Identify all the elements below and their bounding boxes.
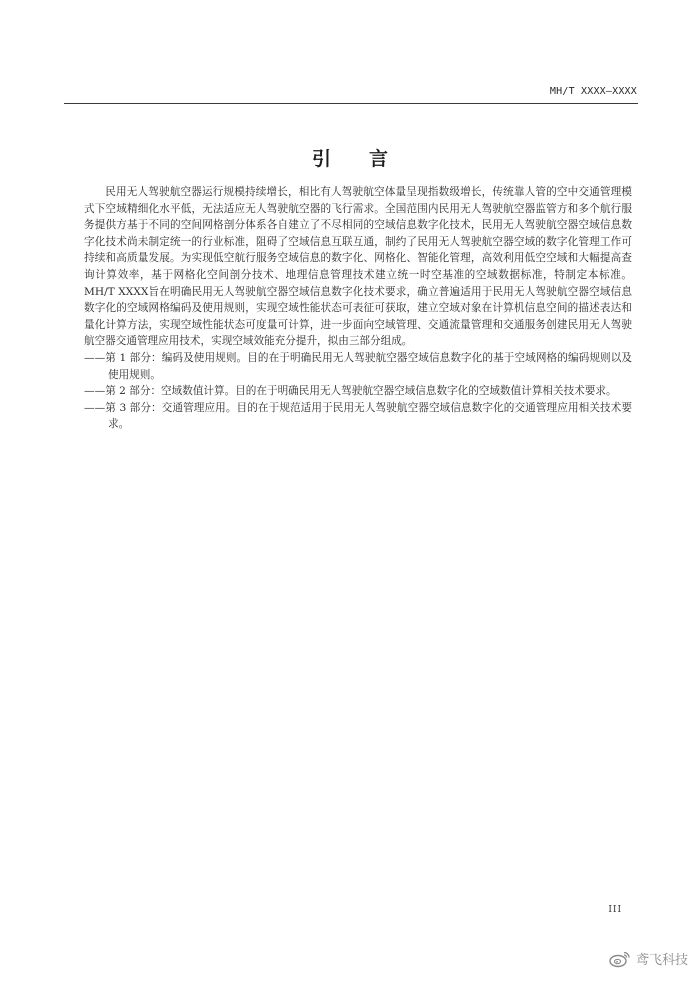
header-divider [64,103,638,104]
part-item-1: ——第 1 部分：编码及使用规则。目的在于明确民用无人驾驶航空器空域信息数字化的基于空域网格的编码规则以及使用规则。 [84,351,632,381]
part-item-2: ——第 2 部分：空域数值计算。目的在于明确民用无人驾驶航空器空域信息数字化的空域数值计算相关技术要求。 [84,385,617,398]
page-number: III [608,905,622,915]
standard-code: MH/T XXXX—XXXX [549,86,637,97]
page-title: 引言 [311,148,426,170]
watermark [609,949,688,968]
body-text [84,184,632,433]
part-item-3: ——第 3 部分：交通管理应用。目的在于规范适用于民用无人驾驶航空器空域信息数字化的交通管理应用相关技术要求。 [84,401,632,431]
watermark-text: 鸢飞科技 [635,953,688,968]
intro-paragraph: 民用无人驾驶航空器运行规模持续增长，相比有人驾驶航空体量呈现指数级增长，传统靠人管的空中交通管理模式下空域精细化水平低，无法适应无人驾驶航空器的飞行需求。全国范围内民用无人驾驶航空器监管方和多个航行服务提供方基于不同的空间网格剖分体系各自建立了不尽相同的空域信息数字化技术，民用无人驾驶航空器空域信息数字化技术尚未制定统一的行业标准，阻碍了空域信息互联互通，制约了民用无人驾驶航空器空域的数字化管理工作可持续和高质量发展。为实现低空航行服务空域信息的数字化、网格化、智能化管理，高效利用低空空域和大幅提高查询计算效率，基于网格化空间剖分技术、地理信息管理技术建立统一时空基准的空域数据标准，特制定本标准。MH/T XXXX旨在明确民用无人驾驶航空器空域信息数字化技术要求，确立普遍适用于民用无人驾驶航空器空域信息数字化的空域网格编码及使用规则，实现空域性能状态可表征可获取，建立空域对象在计算机信息空间的描述表达和量化计算方法，实现空域性能状态可度量可计算，进一步面向空域管理、交通流量管理和交通服务创建民用无人驾驶航空器交通管理应用技术，实现空域效能充分提升，拟由三部分组成。 [84,186,632,348]
weibo-icon [609,950,631,968]
